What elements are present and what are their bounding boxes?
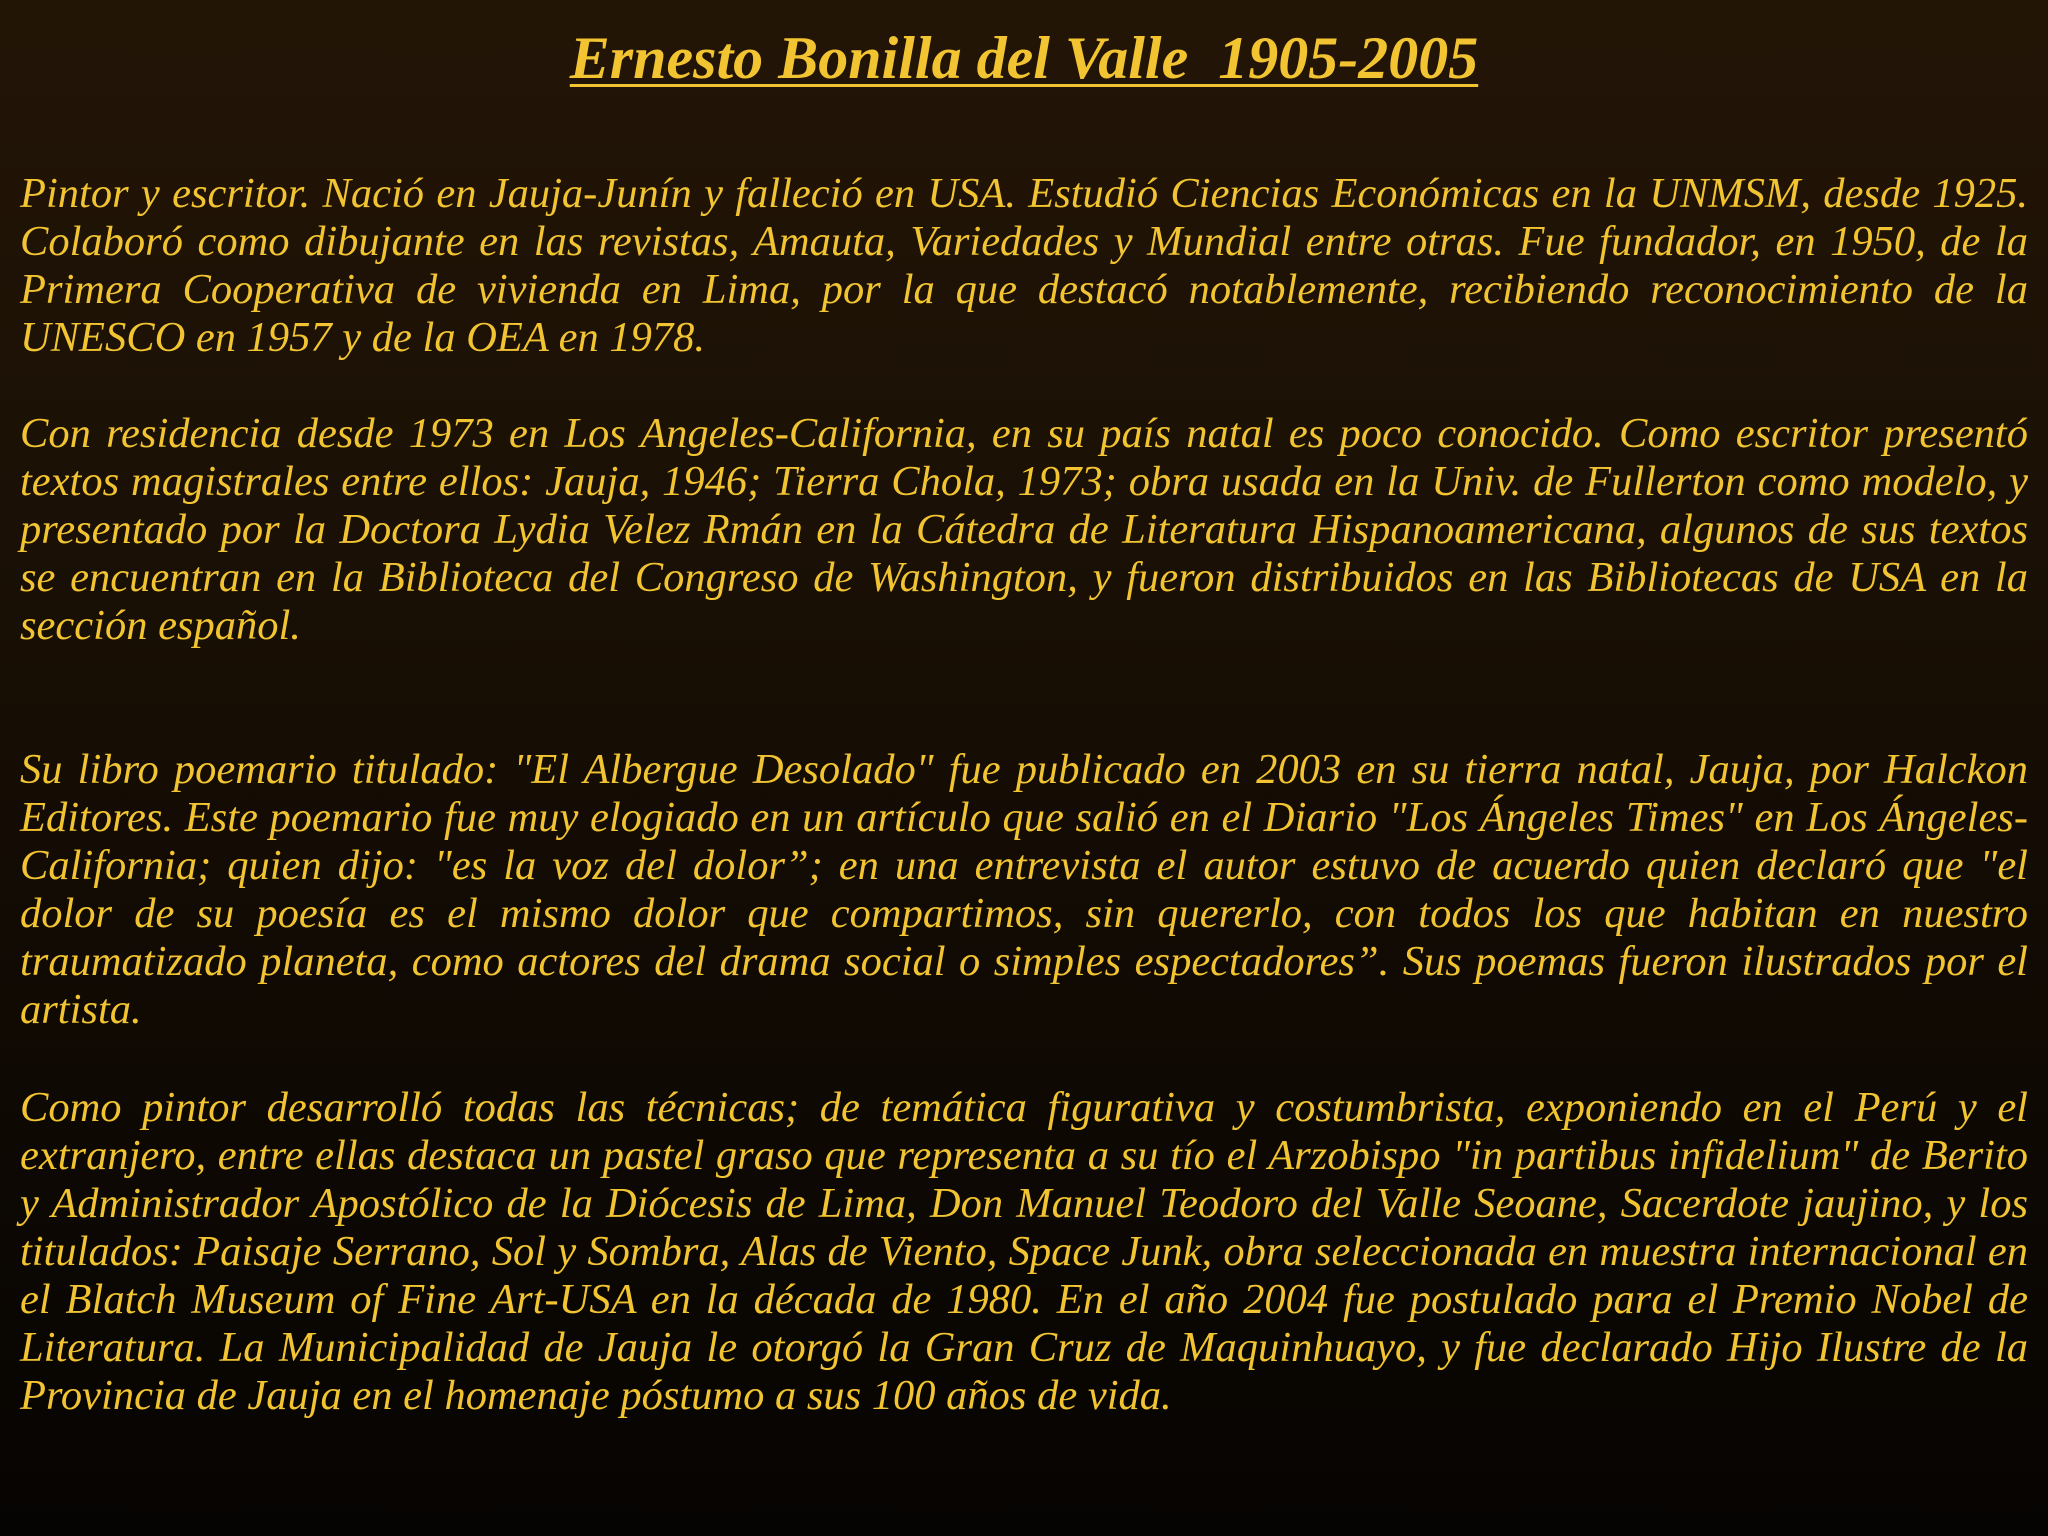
paragraph-residence-writings: Con residencia desde 1973 en Los Angeles-California, en su país natal es poco conocido. Como escritor presentó textos magistrales entre ellos: Jauja, 1946; Tierra Chola, 1973; obra usada en la Univ. de Fullerton como modelo, y presentado por la Doctora Lydia Velez Rmán en la Cátedra de Literatura Hispanoamericana, algunos de sus textos se encuentran en la Biblioteca del Congreso de Washington, y fueron distribuidos en las Bibliotecas de USA en la sección español. — [20, 410, 2028, 649]
paragraph-poetry-book: Su libro poemario titulado: "El Albergue Desolado" fue publicado en 2003 en su tierra natal, Jauja, por Halckon Editores. Este poemario fue muy elogiado en un artículo que salió en el Diario "Los Ángeles Times" en Los Ángeles-California; quien dijo: "es la voz del dolor”; en una entrevista el autor estuvo de acuerdo quien declaró que "el dolor de su poesía es el mismo dolor que compartimos, sin quererlo, con todos los que habitan en nuestro traumatizado planeta, como actores del drama social o simples espectadores”. Sus poemas fueron ilustrados por el artista. — [20, 746, 2028, 1033]
paragraph-biography: Pintor y escritor. Nació en Jauja-Junín y falleció en USA. Estudió Ciencias Económicas en la UNMSM, desde 1925. Colaboró como dibujante en las revistas, Amauta, Variedades y Mundial entre otras. Fue fundador, en 1950, de la Primera Cooperativa de vivienda en Lima, por la que destacó notablemente, recibiendo reconocimiento de la UNESCO en 1957 y de la OEA en 1978. — [20, 170, 2028, 361]
slide-title — [20, 24, 2028, 92]
paragraph-painting-career: Como pintor desarrolló todas las técnicas; de temática figurativa y costumbrista, exponiendo en el Perú y el extranjero, entre ellas destaca un pastel graso que representa a su tío el Arzobispo "in partibus infidelium" de Berito y Administrador Apostólico de la Diócesis de Lima, Don Manuel Teodoro del Valle Seoane, Sacerdote jaujino, y los titulados: Paisaje Serrano, Sol y Sombra, Alas de Viento, Space Junk, obra seleccionada en muestra internacional en el Blatch Museum of Fine Art-USA en la década de 1980. En el año 2004 fue postulado para el Premio Nobel de Literatura. La Municipalidad de Jauja le otorgó la Gran Cruz de Maquinhuayo, y fue declarado Hijo Ilustre de la Provincia de Jauja en el homenaje póstumo a sus 100 años de vida. — [20, 1084, 2028, 1419]
slide — [20, 0, 2028, 1536]
slide-title-text: Ernesto Bonilla del Valle 1905-2005 — [569, 25, 1479, 91]
